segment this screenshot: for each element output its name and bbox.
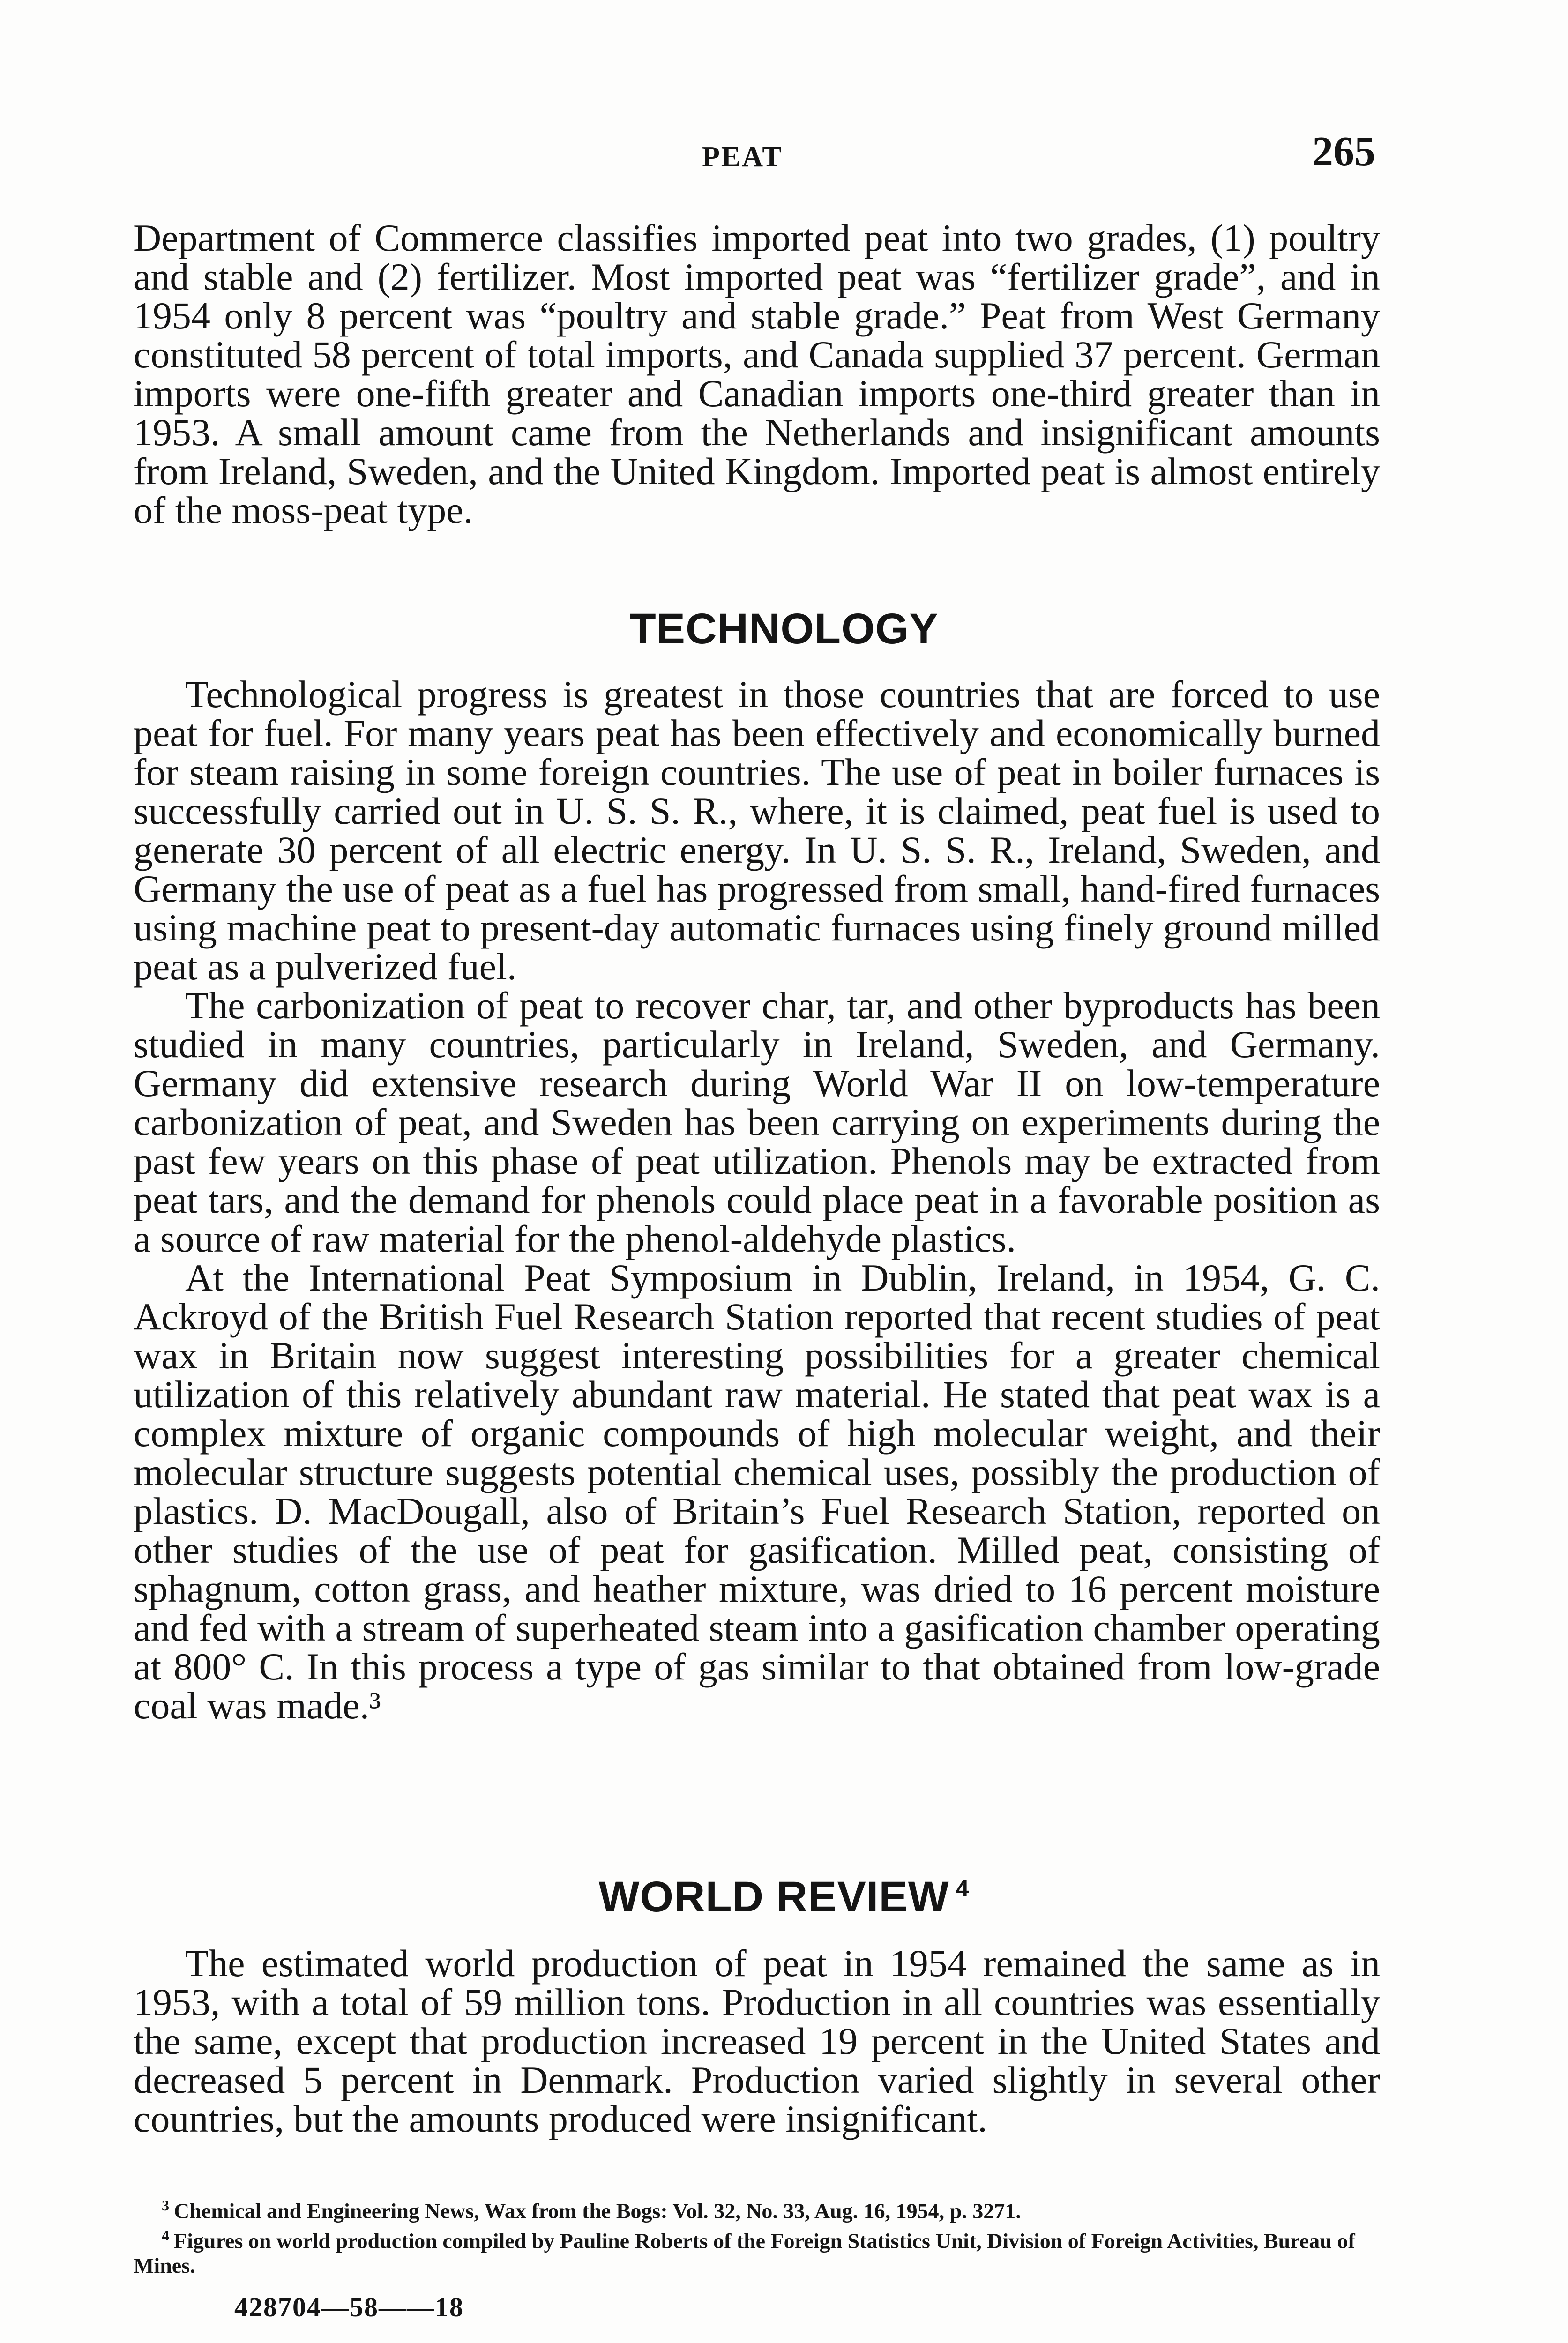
technology-section bbox=[134, 675, 1380, 1725]
running-title: PEAT bbox=[702, 141, 783, 173]
world-review-heading-block bbox=[0, 1873, 1568, 1922]
print-code: 428704—58——18 bbox=[234, 2292, 464, 2322]
footnotes bbox=[134, 2193, 1380, 2278]
footnote-4 bbox=[134, 2223, 1380, 2277]
footnote-mark: 3 bbox=[162, 2197, 169, 2214]
world-review-heading: WORLD REVIEW bbox=[598, 1873, 949, 1921]
intro-section bbox=[134, 218, 1380, 530]
intro-paragraph: Department of Commerce classifies imported peat into two grades, (1) poultry and stable and (2) fertilizer. Most imported peat was “fertilizer grade”, and in 1954 only 8 percent was “poultry and stable grade.” Peat from West Germany constituted 58 percent of total imports, and Canada supplied 37 percent. German imports were one-fifth greater and Canadian imports one-third greater than in 1953. A small amount came from the Netherlands and insignificant amounts from Ireland, Sweden, and the United Kingdom. Imported peat is almost entirely of the moss-peat type. bbox=[134, 216, 1380, 531]
footnote-text: Figures on world production compiled by Pauline Roberts of the Foreign Statistics Unit, Division of Foreign Activities, Bureau of Mines. bbox=[134, 2229, 1355, 2277]
world-review-paragraph: The estimated world production of peat in 1954 remained the same as in 1953, with a total of 59 million tons. Production in all countries was essentially the same, except that production increased 19 percent in the United States and decreased 5 percent in Denmark. Production varied slightly in several other countries, but the amounts produced were insignificant. bbox=[134, 1942, 1380, 2140]
technology-paragraph-3: At the International Peat Symposium in Dublin, Ireland, in 1954, G. C. Ackroyd of the British Fuel Research Station reported that recent studies of peat wax in Britain now suggest interesting possibilities for a greater chemical utilization of this relatively abundant raw material. He stated that peat wax is a complex mixture of organic compounds of high molecular weight, and their molecular structure suggests potential chemical uses, possibly the production of plastics. D. MacDougall, also of Britain’s Fuel Research Station, reported on other studies of the use of peat for gasification. Milled peat, consisting of sphagnum, cotton grass, and heather mixture, was dried to 16 percent moisture and fed with a stream of superheated steam into a gasification chamber operating at 800° C. In this process a type of gas similar to that obtained from low-grade coal was made.³ bbox=[134, 1256, 1380, 1727]
footnote-3 bbox=[134, 2193, 1380, 2223]
footnote-text: Chemical and Engineering News, Wax from the Bogs: Vol. 32, No. 33, Aug. 16, 1954, p. 3271. bbox=[174, 2199, 1021, 2223]
world-review-note-mark: 4 bbox=[956, 1875, 970, 1902]
world-review-section bbox=[134, 1944, 1380, 2138]
technology-paragraph-2: The carbonization of peat to recover char, tar, and other byproducts has been studied in many countries, particularly in Ireland, Sweden, and Germany. Germany did extensive research during World War II on low-temperature carbonization of peat, and Sweden has been carrying on experiments during the past few years on this phase of peat utilization. Phenols may be extracted from peat tars, and the demand for phenols could place peat in a favorable position as a source of raw material for the phenol-aldehyde plastics. bbox=[134, 984, 1380, 1260]
technology-paragraph-1: Technological progress is greatest in those countries that are forced to use peat for fuel. For many years peat has been effectively and economically burned for steam raising in some foreign countries. The use of peat in boiler furnaces is successfully carried out in U. S. S. R., where, it is claimed, peat fuel is used to generate 30 percent of all electric energy. In U. S. S. R., Ireland, Sweden, and Germany the use of peat as a fuel has progressed from small, hand-fired furnaces using machine peat to present-day automatic furnaces using finely ground milled peat as a pulverized fuel. bbox=[134, 673, 1380, 988]
footnote-mark: 4 bbox=[162, 2227, 169, 2244]
page-number: 265 bbox=[1312, 128, 1375, 175]
technology-heading: TECHNOLOGY bbox=[629, 605, 939, 653]
